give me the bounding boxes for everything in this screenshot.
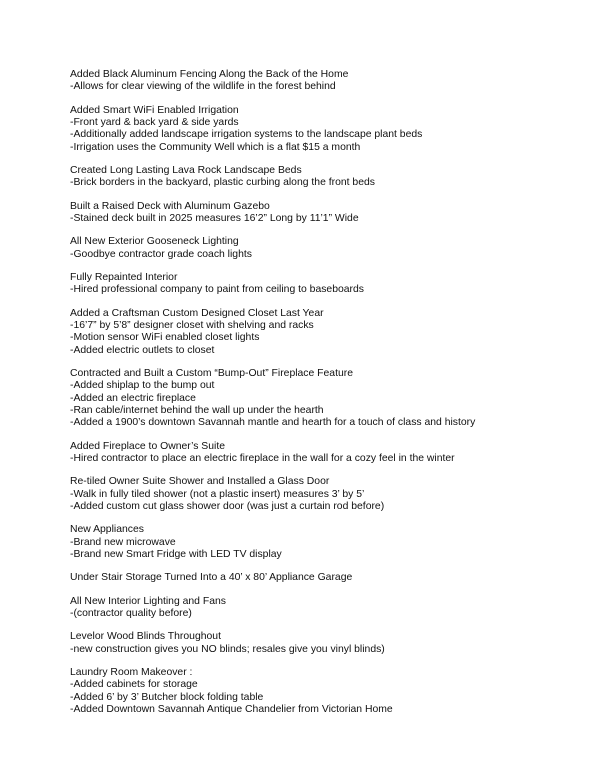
improvement-section — [70, 631, 570, 656]
section-detail-line: -Brand new microwave — [70, 536, 176, 548]
improvement-section — [70, 105, 570, 154]
improvement-section — [70, 201, 570, 226]
improvement-section — [70, 524, 570, 561]
section-heading: Added Fireplace to Owner’s Suite — [70, 440, 225, 452]
improvement-section — [70, 308, 570, 357]
section-heading: Re-tiled Owner Suite Shower and Installed a Glass Door — [70, 476, 330, 488]
improvement-section — [70, 476, 570, 513]
improvement-section — [70, 69, 570, 94]
section-detail-line: -Brand new Smart Fridge with LED TV display — [70, 548, 282, 560]
section-detail-line: -Stained deck built in 2025 measures 16’2” Long by 11’1” Wide — [70, 212, 359, 224]
section-heading: New Appliances — [70, 524, 144, 536]
section-detail-line: -Added an electric fireplace — [70, 392, 196, 404]
section-heading: Laundry Room Makeover : — [70, 667, 193, 678]
section-heading: Added Black Aluminum Fencing Along the Back of the Home — [70, 69, 349, 80]
document-body — [70, 69, 570, 727]
section-detail-line: -Front yard & back yard & side yards — [70, 116, 239, 128]
improvement-section — [70, 165, 570, 190]
section-detail-line: -Brick borders in the backyard, plastic curbing along the front beds — [70, 177, 375, 189]
improvement-section — [70, 596, 570, 621]
section-detail-line: -Added shiplap to the bump out — [70, 380, 215, 392]
section-detail-line: -16’7” by 5’8” designer closet with shelving and racks — [70, 320, 314, 332]
section-heading: All New Interior Lighting and Fans — [70, 595, 226, 607]
section-detail-line: -Motion sensor WiFi enabled closet lights — [70, 332, 260, 344]
section-detail-line: -Additionally added landscape irrigation systems to the landscape plant beds — [70, 129, 423, 141]
section-detail-line: -Added electric outlets to closet — [70, 344, 215, 356]
section-detail-line: -Added custom cut glass shower door (was just a curtain rod before) — [70, 500, 385, 512]
section-detail-line: -Irrigation uses the Community Well which is a flat $15 a month — [70, 141, 361, 153]
improvement-section — [70, 667, 570, 716]
section-detail-line: -Added a 1900’s downtown Savannah mantle and hearth for a touch of class and history — [70, 417, 476, 429]
improvement-section — [70, 572, 570, 584]
improvement-section — [70, 368, 570, 429]
section-heading: Levelor Wood Blinds Throughout — [70, 631, 221, 643]
section-heading: Added Smart WiFi Enabled Irrigation — [70, 104, 239, 116]
improvement-section — [70, 236, 570, 261]
section-detail-line: -(contractor quality before) — [70, 607, 192, 619]
section-detail-line: -Ran cable/internet behind the wall up under the hearth — [70, 404, 324, 416]
section-heading: Fully Repainted Interior — [70, 272, 178, 284]
section-detail-line: -Added 6’ by 3’ Butcher block folding table — [70, 691, 264, 703]
improvement-section — [70, 441, 570, 466]
section-heading: Contracted and Built a Custom “Bump-Out” Fireplace Feature — [70, 368, 353, 379]
section-detail-line: -Goodbye contractor grade coach lights — [70, 248, 252, 260]
section-detail-line: -Added cabinets for storage — [70, 679, 198, 691]
section-heading: Built a Raised Deck with Aluminum Gazebo — [70, 200, 270, 212]
section-detail-line: -Hired contractor to place an electric fireplace in the wall for a cozy feel in the winter — [70, 452, 455, 464]
section-detail-line: -Walk in fully tiled shower (not a plastic insert) measures 3’ by 5’ — [70, 488, 365, 500]
section-detail-line: -Allows for clear viewing of the wildlife in the forest behind — [70, 81, 336, 93]
improvement-section — [70, 272, 570, 297]
section-detail-line: -Added Downtown Savannah Antique Chandelier from Victorian Home — [70, 703, 393, 715]
section-detail-line: -Hired professional company to paint from ceiling to baseboards — [70, 284, 364, 296]
section-detail-line: -new construction gives you NO blinds; resales give you vinyl blinds) — [70, 643, 385, 655]
section-heading: All New Exterior Gooseneck Lighting — [70, 236, 239, 248]
section-heading: Under Stair Storage Turned Into a 40’ x 80’ Appliance Garage — [70, 572, 353, 584]
section-heading: Added a Craftsman Custom Designed Closet Last Year — [70, 307, 324, 319]
section-heading: Created Long Lasting Lava Rock Landscape Beds — [70, 164, 302, 176]
